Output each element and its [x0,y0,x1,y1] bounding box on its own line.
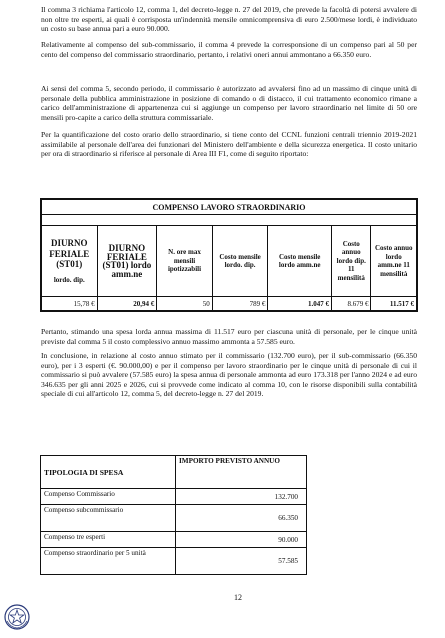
paragraph-subcommissario: Relativamente al compenso del sub-commissario, il comma 4 prevede la corresponsione di un compenso pari al 50 per cento del compenso del commissario straordinario, pertanto, i relativi oneri annui ammontano a 66.350 euro. [41,40,417,59]
row-label: Compenso tre esperti [41,532,176,548]
cell-costo-annuo-amm: 11.517 € [371,297,417,312]
row-label: Compenso subcommissario [41,505,176,532]
col-header-tipologia: TIPOLOGIA DI SPESA [41,456,176,489]
cell-diurno-amm: 20,94 € [97,297,157,312]
table-row [41,548,307,575]
col-header-diurno-dip-main: DIURNO FERIALE (ST01) [49,238,90,269]
col-header-diurno-amm: DIURNO FERIALE (ST01) lordo amm.ne [97,226,157,297]
table-row [41,532,307,548]
cell-costo-annuo-dip: 8.679 € [332,297,371,312]
row-label: Compenso straordinario per 5 unità [41,548,176,575]
col-header-diurno-dip-sub: lordo. dip. [53,275,85,284]
paragraph-conclusione: In conclusione, in relazione al costo annuo stimato per il commissario (132.700 euro), per il sub-commissario (66.350 euro), per i 3 esperti (€. 90.000,00) e per il compenso per lavoro straordinario per le cinque unità di personale di cui il commissario si può avvalere (57.585 euro) la spesa annua di personale ammonta ad euro 173.318 per l'anno 2024 e ad euro 346.635 per gli anni 2025 e 2026, cui si provvede come indicato al comma 10, con le risorse disponibili sulla contabilità speciale di cui all'articolo 12, comma 5, del decreto-legge n. 27 del 2019. [41,351,417,399]
overtime-cost-table [40,198,418,312]
overtime-table-title: COMPENSO LAVORO STRAORDINARIO [41,199,417,215]
col-header-costo-mensile-amm: Costo mensile lordo amm.ne [268,226,332,297]
col-header-ore-max: N. ore max mensili ipotizzabili [157,226,213,297]
row-value: 66.350 [176,505,307,532]
cell-diurno-dip: 15,78 € [41,297,97,312]
paragraph-personale: Ai sensi del comma 5, secondo periodo, il commissario è autorizzato ad avvalersi fino ad un massimo di cinque unità di personale della pubblica amministrazione in posizione di comando o di distacco, il cui trattamento economico rimane a carico dell'amministrazione di appartenenza cui si aggiunge un compenso per lavoro straordinario nel limite di 50 ore mensili pro-capite a carico della struttura commissariale. [41,84,417,122]
table-row [41,489,307,505]
col-header-costo-annuo-amm: Costo annuo lordo amm.ne 11 mensilità [371,226,417,297]
table-row [41,505,307,532]
expense-summary-table [40,455,307,575]
paragraph-stima: Pertanto, stimando una spesa lorda annua massima di 11.517 euro per ciascuna unità di personale, per le cinque unità previste dal comma 5 il costo complessivo annuo massimo ammonta a 57.585 euro. [41,327,417,346]
paragraph-esperti: Il comma 3 richiama l'articolo 12, comma 1, del decreto-legge n. 27 del 2019, che prevede la facoltà di potersi avvalere di non oltre tre esperti, ai quali è corrisposta un'indennità mensile omnicomprensiva di euro 2.500/mese lordi, è individuato un costo su base annua pari a euro 90.000. [41,5,417,34]
cell-costo-mensile-dip: 789 € [212,297,268,312]
col-header-costo-mensile-dip: Costo mensile lordo. dip. [212,226,268,297]
col-header-diurno-dip [41,226,97,297]
paragraph-straordinario: Per la quantificazione del costo orario dello straordinario, si tiene conto del CCNL funzioni centrali triennio 2019-2021 assimilabile al personale dell'area dei funzionari del Ministero dell'ambiente e della sicurezza energetica. Il costo unitario per ora di straordinario si riferisce al personale di Area III F1, come di seguito riportato: [41,130,417,159]
cell-ore-max: 50 [157,297,213,312]
col-header-importo: IMPORTO PREVISTO ANNUO [176,456,307,489]
table-spacer [41,215,417,226]
col-header-costo-annuo-dip: Costo annuo lordo dip. 11 mensilità [332,226,371,297]
republic-emblem-icon [4,604,30,630]
row-value: 57.585 [176,548,307,575]
cell-costo-mensile-amm: 1.047 € [268,297,332,312]
page-number: 12 [234,593,242,602]
row-value: 132.700 [176,489,307,505]
row-value: 90.000 [176,532,307,548]
row-label: Compenso Commissario [41,489,176,505]
